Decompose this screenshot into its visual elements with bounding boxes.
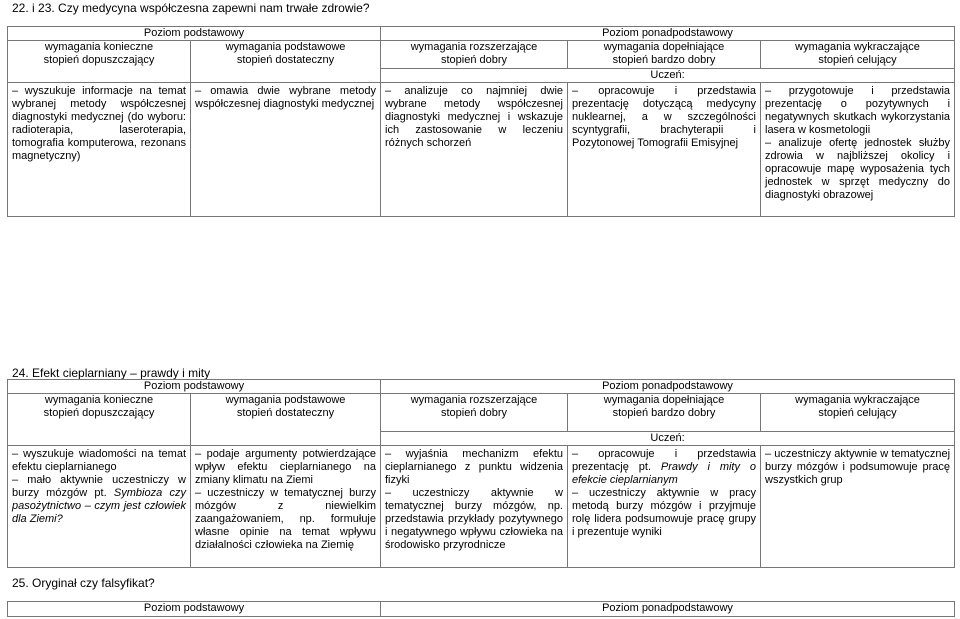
student-label: Uczeń:: [381, 69, 955, 83]
requirement-cell: – wyszukuje informacje na temat wybranej metody współczesnej diagnostyki medycznej (do wyboru: radioterapia, laseroterapia, tomografia komputerowa, rezonans magnetyczny): [8, 83, 191, 217]
requirements-table: [7, 26, 955, 217]
column-header-dopelniajace: wymagania dopełniające stopień bardzo dobry: [568, 41, 761, 69]
requirements-table: [7, 379, 955, 568]
requirement-cell: – podaje argumenty potwierdzające wpływ efektu cieplarnianego na zmiany klimatu na Ziemi – uczestniczy w tematycznej burzy mózgów z niewielkim zaangażowaniem, np. formułuje własne opinie na temat wpływu działalności człowieka na Ziemię: [191, 446, 381, 568]
section-title: 22. i 23. Czy medycyna współczesna zapewni nam trwałe zdrowie?: [12, 1, 370, 15]
requirement-cell: – opracowuje i przedstawia prezentację dotyczącą medycyny nuklearnej, a w szczególności scyntygrafii, brachyterapii i Pozytonowej Tomografii Emisyjnej: [568, 83, 761, 217]
requirement-cell: – przygotowuje i przedstawia prezentację o pozytywnych i negatywnych skutkach wykorzystania lasera w kosmetologii – analizuje ofertę jednostek służby zdrowia w najbliższej okolicy i opracowuje mapę wyposażenia tych jednostek w sprzęt medyczny do diagnostyki obrazowej: [761, 83, 955, 217]
column-header-dopelniajace: wymagania dopełniające stopień bardzo dobry: [568, 394, 761, 432]
requirements-table: [7, 601, 955, 617]
level-basic-header: Poziom podstawowy: [8, 27, 381, 41]
column-header-podstawowe: wymagania podstawowe stopień dostateczny: [191, 394, 381, 446]
column-header-wykraczajace: wymagania wykraczające stopień celujący: [761, 394, 955, 432]
requirement-cell: – opracowuje i przedstawia prezentację pt. Prawdy i mity o efekcie cieplarnianym – uczestniczy aktywnie w pracy metodą burzy mózgów i przyjmuje rolę lidera podsumowuje pracę grupy i prezentuje wyniki: [568, 446, 761, 568]
column-header-konieczne: wymagania konieczne stopień dopuszczający: [8, 41, 191, 83]
section-title: 24. Efekt cieplarniany – prawdy i mity: [12, 366, 211, 380]
level-basic-header: Poziom podstawowy: [8, 602, 381, 617]
column-header-wykraczajace: wymagania wykraczające stopień celujący: [761, 41, 955, 69]
student-label: Uczeń:: [381, 432, 955, 446]
requirement-cell: – uczestniczy aktywnie w tematycznej burzy mózgów i podsumowuje pracę wszystkich grup: [761, 446, 955, 568]
requirement-cell: – omawia dwie wybrane metody współczesnej diagnostyki medycznej: [191, 83, 381, 217]
level-advanced-header: Poziom ponadpodstawowy: [381, 602, 955, 617]
column-header-rozszerzajace: wymagania rozszerzające stopień dobry: [381, 394, 568, 432]
section-title: 25. Oryginał czy falsyfikat?: [12, 576, 155, 590]
column-header-podstawowe: wymagania podstawowe stopień dostateczny: [191, 41, 381, 83]
requirement-cell: – analizuje co najmniej dwie wybrane metody współczesnej diagnostyki medycznej i wskazuje ich zastosowanie w leczeniu różnych schorzeń: [381, 83, 568, 217]
level-advanced-header: Poziom ponadpodstawowy: [381, 27, 955, 41]
requirement-cell: – wyjaśnia mechanizm efektu cieplarnianego z punktu widzenia fizyki – uczestniczy aktywnie w tematycznej burzy mózgów, np. przedstawia przykłady pozytywnego i negatywnego wpływu człowieka na środowisko przyrodnicze: [381, 446, 568, 568]
requirement-cell: – wyszukuje wiadomości na temat efektu cieplarnianego – mało aktywnie uczestniczy w burzy mózgów pt. Symbioza czy pasożytnictwo – czym jest człowiek dla Ziemi?: [8, 446, 191, 568]
level-advanced-header: Poziom ponadpodstawowy: [381, 380, 955, 394]
column-header-konieczne: wymagania konieczne stopień dopuszczający: [8, 394, 191, 446]
column-header-rozszerzajace: wymagania rozszerzające stopień dobry: [381, 41, 568, 69]
level-basic-header: Poziom podstawowy: [8, 380, 381, 394]
